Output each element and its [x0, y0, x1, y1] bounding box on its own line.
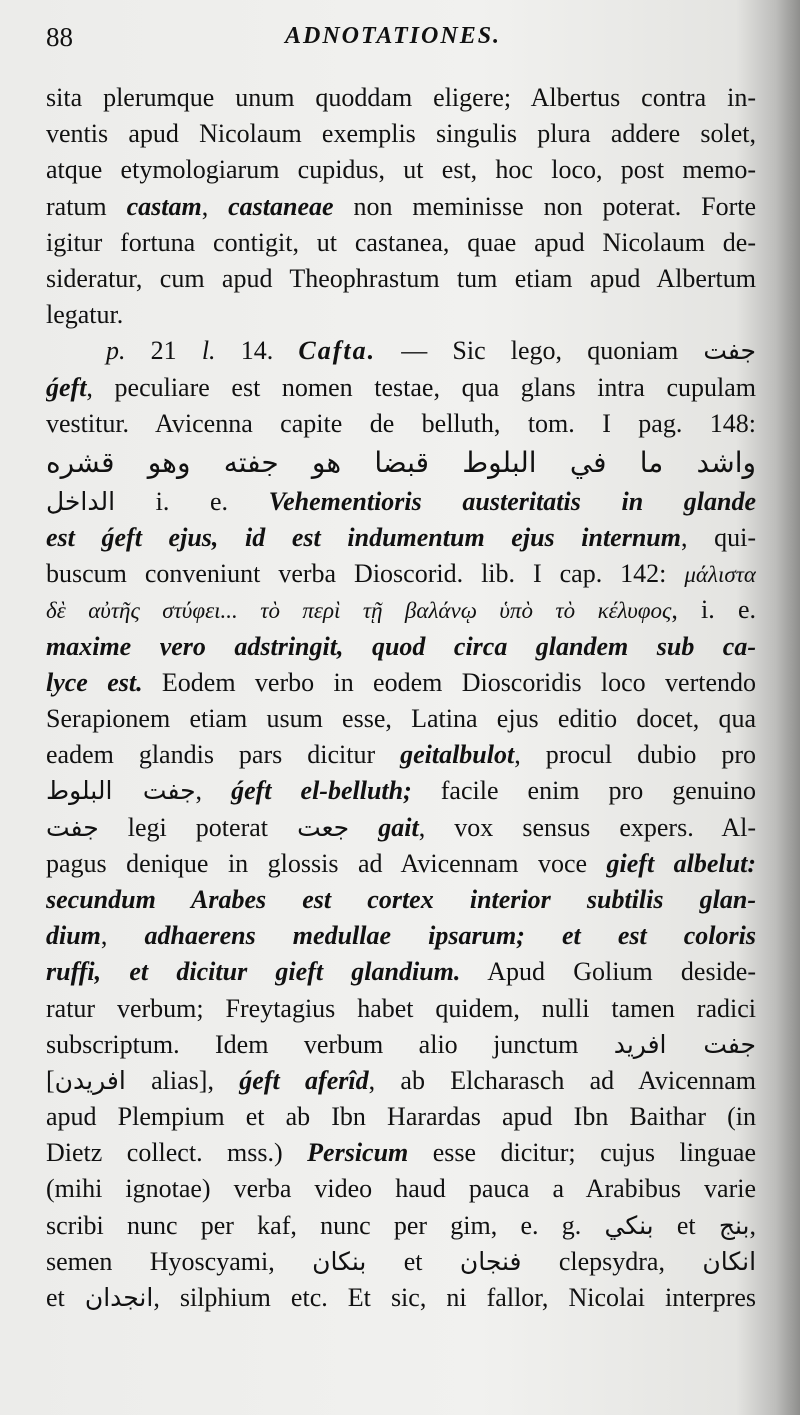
italic-term: castaneae	[228, 191, 334, 221]
text-line	[46, 918, 756, 954]
annotation-text	[46, 80, 756, 1316]
italic-translation: maxime vero adstringit, quod circa glandem sub ca-	[46, 631, 756, 661]
italic-translation: dium	[46, 921, 101, 951]
text-line: vestitur. Avicenna capite de belluth, tom. I pag. 148:	[46, 408, 756, 438]
text-span: , i. e.	[671, 595, 756, 625]
text-span: Dietz collect. mss.)	[46, 1138, 308, 1168]
text-line	[46, 846, 756, 882]
text-line	[46, 882, 756, 918]
italic-translation: lyce est.	[46, 667, 143, 697]
text-line	[46, 810, 756, 846]
arabic-quote-line: واشد ما في البلوط قبضا هو جفته وهو قشره	[46, 445, 756, 479]
text-span: pagus denique in glossis ad Avicennam voce	[46, 848, 607, 878]
arabic-word: بنكي	[604, 1210, 654, 1240]
text-span: alias],	[125, 1065, 240, 1095]
arabic-word: فنجان	[459, 1246, 522, 1276]
text-span: , peculiare est nomen testae, qua glans intra cupulam	[86, 372, 756, 402]
italic-translation: adhaerens medullae ipsarum; et est coloris	[144, 921, 756, 951]
text-line	[46, 1027, 756, 1063]
text-span: , qui-	[680, 523, 756, 553]
text-line	[46, 1208, 756, 1244]
text-line: ventis apud Nicolaum exemplis singulis plura addere solet,	[46, 119, 756, 149]
italic-term: geitalbulot	[400, 740, 515, 770]
italic-translation: secundum Arabes est cortex interior subtilis glan-	[46, 884, 756, 914]
text-span	[349, 813, 378, 842]
italic-term: ǵeft el-belluth;	[231, 776, 412, 806]
italic-term: ǵeft aferîd	[239, 1065, 369, 1095]
lemma: Cafta.	[298, 336, 377, 366]
italic-translation: ruffi, et dicitur gieft glandium.	[46, 957, 461, 987]
arabic-word: جفت	[703, 336, 756, 366]
text-line	[46, 484, 756, 520]
text-line: legatur.	[46, 300, 124, 330]
arabic-word: جفت	[46, 812, 99, 842]
text-span: 21	[125, 336, 202, 366]
text-span: — Sic lego, quoniam	[376, 336, 704, 366]
text-line	[46, 665, 756, 701]
italic-term: gieft albelut:	[606, 848, 756, 878]
text-span: i. e.	[115, 486, 269, 516]
arabic-word: جعت	[297, 812, 350, 842]
text-line: Serapionem etiam usum esse, Latina ejus editio docet, qua	[46, 704, 756, 733]
italic-term: castam	[126, 191, 202, 221]
text-line: ratur verbum; Freytagius habet quidem, nulli tamen radici	[46, 993, 756, 1023]
italic-term: ǵeft	[46, 372, 87, 402]
text-line	[46, 189, 756, 225]
text-span: eadem glandis pars dicitur	[46, 740, 401, 770]
text-span: facile enim pro genuino	[411, 776, 756, 806]
text-line	[46, 954, 756, 990]
text-span: ,	[201, 191, 229, 221]
text-span: et	[653, 1210, 719, 1240]
text-span: 14.	[215, 336, 299, 366]
text-line	[46, 592, 756, 628]
arabic-word: افريدن	[54, 1065, 126, 1095]
text-line	[46, 1244, 756, 1280]
text-span: [	[46, 1065, 55, 1095]
text-line	[46, 520, 756, 556]
text-span: buscum conveniunt verba Dioscorid. lib. I cap. 142:	[46, 559, 685, 589]
text-span: clepsydra,	[521, 1246, 703, 1276]
text-line	[46, 773, 756, 809]
arabic-word: الداخل	[46, 486, 116, 516]
italic-translation: est ǵeft ejus, id est indumentum ejus internum	[46, 523, 681, 553]
text-line	[46, 1063, 756, 1099]
arabic-word: جفت افريد	[613, 1029, 756, 1059]
text-span: , procul dubio pro	[514, 740, 756, 770]
arabic-word: بنج	[718, 1210, 750, 1240]
text-line: atque etymologiarum cupidus, ut est, hoc loco, post memo-	[46, 155, 756, 185]
text-line	[46, 629, 756, 665]
arabic-word: انكان	[702, 1246, 756, 1276]
italic-term: gait	[378, 812, 419, 842]
page-number: 88	[46, 22, 73, 52]
arabic-word: بنكان	[312, 1246, 367, 1276]
text-line: sita plerumque unum quoddam eligere; Albertus contra in-	[46, 83, 756, 112]
text-span: , silphium etc. Et sic, ni fallor, Nicolai interpres	[153, 1283, 756, 1312]
text-span: Apud Golium deside-	[460, 957, 756, 987]
italic-translation: Vehementioris austeritatis in glande	[268, 486, 756, 516]
text-span: subscriptum. Idem verbum alio junctum	[46, 1029, 614, 1059]
arabic-word: انجدان	[84, 1283, 154, 1312]
text-line: (mihi ignotae) verba video haud pauca a Arabibus varie	[46, 1174, 756, 1204]
text-span: legi poterat	[98, 812, 298, 842]
note-heading-line	[46, 333, 756, 369]
text-line: apud Plempium et ab Ibn Harardas apud Ibn Baithar (in	[46, 1102, 756, 1132]
italic-term: Persicum	[307, 1138, 409, 1168]
text-line	[46, 370, 756, 406]
greek-text: μάλιστα	[684, 562, 756, 588]
text-line: sideratur, cum apud Theophrastum tum etiam apud Albertum	[46, 263, 756, 293]
text-span: ,	[100, 921, 145, 951]
arabic-word: جفت البلوط	[46, 776, 196, 806]
text-span: ,	[749, 1210, 756, 1240]
text-span: , ab Elcharasch ad Avicennam	[368, 1065, 756, 1095]
text-span: scribi nunc per kaf, nunc per gim, e. g.	[46, 1210, 605, 1240]
text-line	[46, 1135, 756, 1171]
text-span: semen Hyoscyami,	[46, 1246, 313, 1276]
text-span: l.	[201, 336, 216, 366]
text-span: Eodem verbo in eodem Dioscoridis loco vertendo	[142, 667, 756, 697]
text-span: et	[366, 1246, 460, 1276]
text-span: p.	[106, 336, 126, 366]
greek-text: δὲ αὐτῆς στύφει... τὸ περὶ τῇ βαλάνῳ ὑπὸ τὸ κέλυφος	[46, 598, 672, 624]
page-header	[0, 22, 800, 62]
text-span: ,	[195, 776, 232, 806]
text-span: non meminisse non poterat. Forte	[333, 191, 756, 221]
text-line	[46, 737, 756, 773]
running-title: ADNOTATIONES.	[285, 23, 502, 49]
text-span: ratum	[46, 191, 127, 221]
text-line	[46, 1280, 756, 1316]
text-line: igitur fortuna contigit, ut castanea, quae apud Nicolaum de-	[46, 227, 756, 257]
text-span: esse dicitur; cujus linguae	[408, 1138, 756, 1168]
text-line	[46, 556, 756, 592]
text-span: et	[46, 1283, 85, 1312]
text-span: , vox sensus expers. Al-	[418, 812, 756, 842]
